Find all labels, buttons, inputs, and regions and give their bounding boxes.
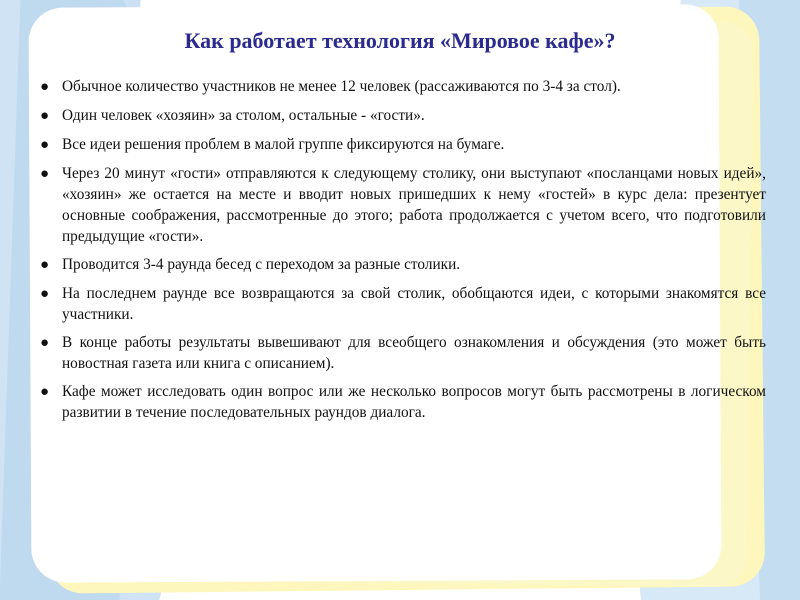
list-item-text: Через 20 минут «гости» отправляются к следующему столику, они выступают «посланцами новых идей», «хозяин» же остается на месте и вводит новых пришедших к нему «гостей» в курс дела: презентует основные соображения, рассмотренные до этого; работа продолжается с учетом всего, что подготовили предыдущие «гости». <box>62 165 766 245</box>
bullet-marker-icon: ● <box>40 286 50 302</box>
list-item <box>36 163 766 247</box>
bullet-marker-icon: ● <box>40 257 50 273</box>
page-title: Как работает технология «Мировое кафе»? <box>184 28 616 53</box>
bullet-marker-icon: ● <box>40 384 50 400</box>
list-item <box>36 105 766 127</box>
list-item <box>36 332 766 374</box>
list-item-text: В конце работы результаты вывешивают для всеобщего ознакомления и обсуждения (это может быть новостная газета или книга с описанием). <box>62 334 766 372</box>
list-item <box>36 254 766 276</box>
bullet-marker-icon: ● <box>40 166 50 182</box>
list-item <box>36 283 766 325</box>
list-item-text: Кафе может исследовать один вопрос или же несколько вопросов могут быть рассмотрены в логическом развитии в течение последовательных раундов диалога. <box>62 383 766 421</box>
list-item <box>36 381 766 423</box>
list-item-text: Обычное количество участников не менее 12 человек (рассаживаются по 3-4 за стол). <box>62 78 621 95</box>
bullet-marker-icon: ● <box>40 137 50 153</box>
bullet-list <box>36 76 766 430</box>
bullet-marker-icon: ● <box>40 108 50 124</box>
bullet-marker-icon: ● <box>40 79 50 95</box>
list-item <box>36 134 766 156</box>
list-item-text: На последнем раунде все возвращаются за свой столик, обобщаются идеи, с которыми знакомятся все участники. <box>62 285 766 323</box>
list-item-text: Все идеи решения проблем в малой группе фиксируются на бумаге. <box>62 136 505 153</box>
bullet-marker-icon: ● <box>40 335 50 351</box>
list-item-text: Один человек «хозяин» за столом, остальные - «гости». <box>62 107 425 124</box>
list-item <box>36 76 766 98</box>
list-item-text: Проводится 3-4 раунда бесед с переходом за разные столики. <box>62 256 461 273</box>
